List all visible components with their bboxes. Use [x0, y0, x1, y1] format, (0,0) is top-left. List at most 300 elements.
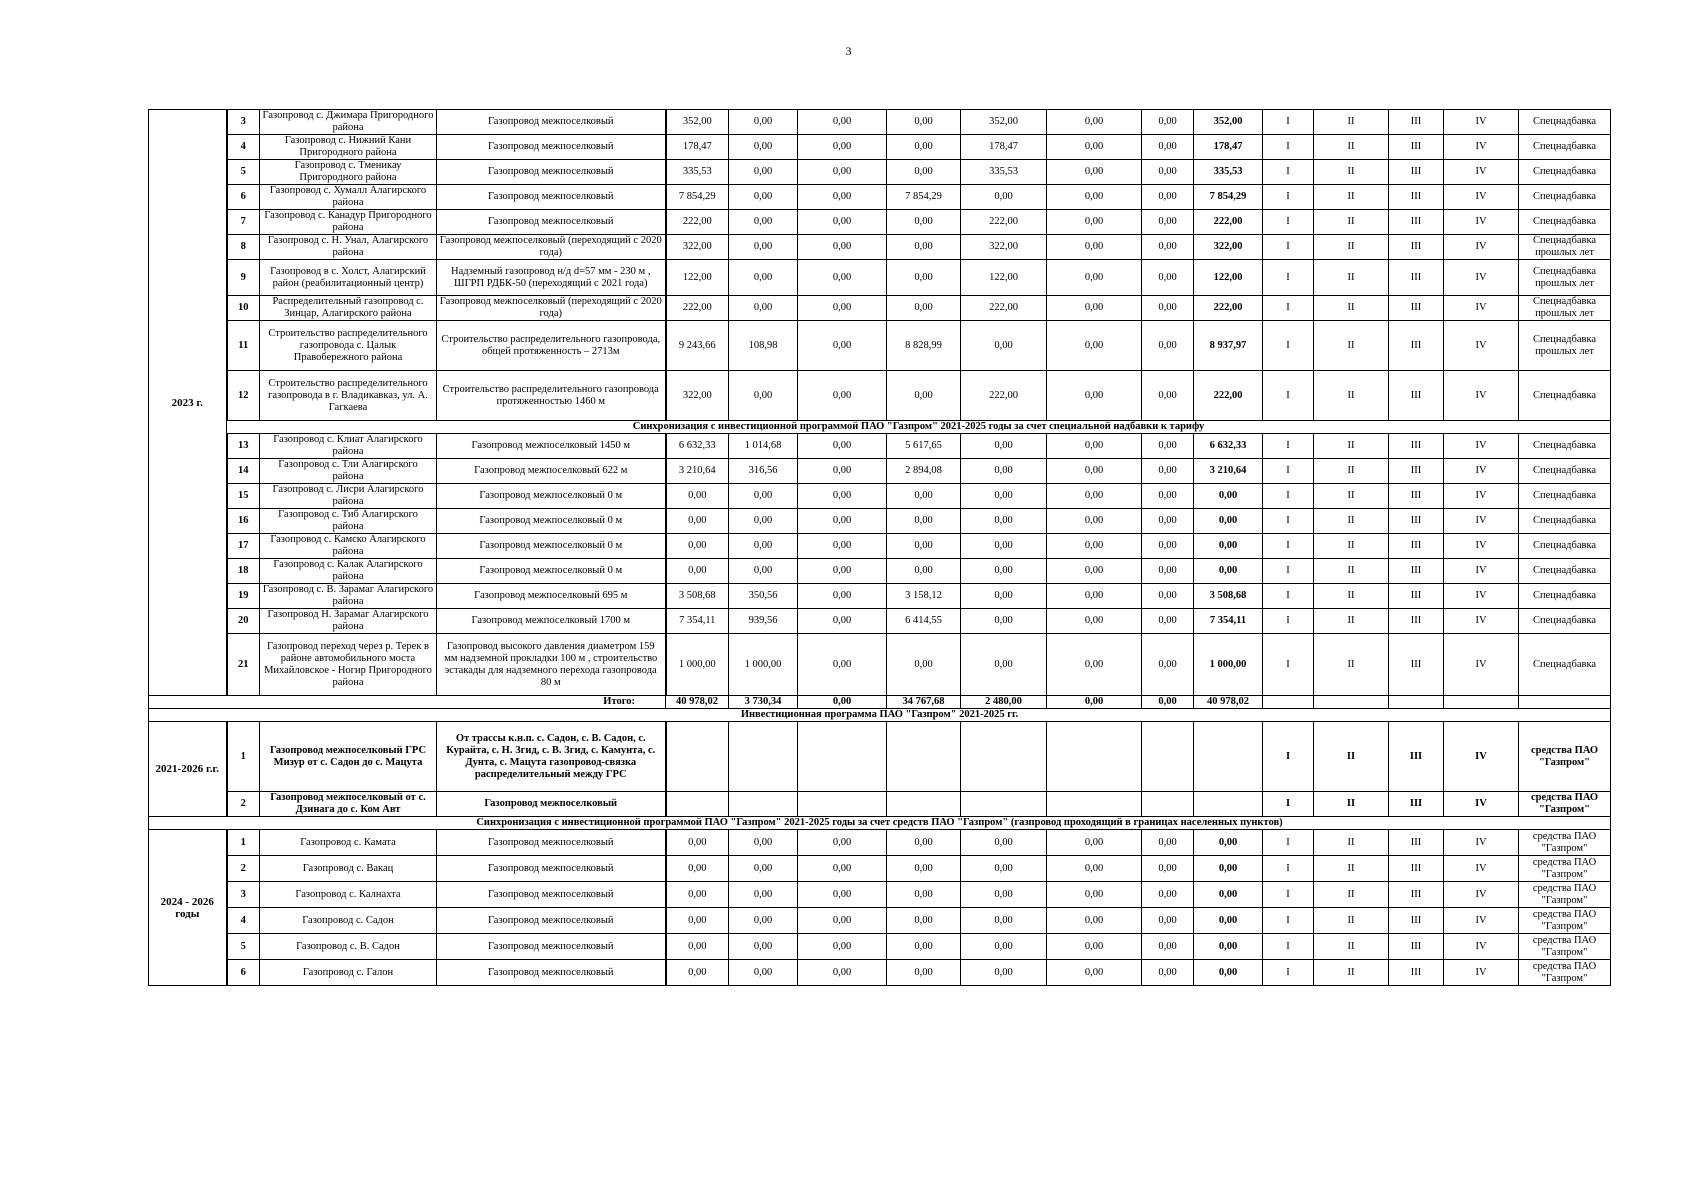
value-v8: 7 854,29 — [1194, 185, 1263, 210]
value-v1: 122,00 — [666, 260, 729, 296]
object-description: Газопровод межпоселковый (переходящий с 2020 года) — [437, 235, 666, 260]
quarter-q2: II — [1314, 434, 1389, 459]
value-v2: 0,00 — [729, 882, 798, 908]
value-v1: 178,47 — [666, 135, 729, 160]
quarter-q2: II — [1314, 534, 1389, 559]
row-number: 7 — [227, 210, 260, 235]
value-v8 — [1194, 792, 1263, 817]
value-v3: 0,00 — [798, 609, 887, 634]
value-v7: 0,00 — [1142, 509, 1194, 534]
value-v8: 0,00 — [1194, 960, 1263, 986]
table-row — [149, 296, 1611, 321]
value-v2: 0,00 — [729, 830, 798, 856]
value-v5 — [961, 792, 1047, 817]
value-v7: 0,00 — [1142, 584, 1194, 609]
value-v5: 0,00 — [961, 434, 1047, 459]
quarter-q4: IV — [1444, 434, 1519, 459]
quarter-q1: I — [1263, 634, 1314, 696]
quarter-q4: IV — [1444, 210, 1519, 235]
quarter-q4: IV — [1444, 260, 1519, 296]
page-number: 3 — [845, 44, 852, 58]
value-v7: 0,00 — [1142, 856, 1194, 882]
value-v2: 350,56 — [729, 584, 798, 609]
object-name: Газопровод с. Тли Алагирского района — [260, 459, 437, 484]
quarter-q3: III — [1389, 534, 1444, 559]
object-name: Газопровод с. Садон — [260, 908, 437, 934]
table-row — [149, 908, 1611, 934]
value-v2: 0,00 — [729, 908, 798, 934]
quarter-q2: II — [1314, 509, 1389, 534]
value-v5: 0,00 — [961, 534, 1047, 559]
value-v1: 0,00 — [666, 509, 729, 534]
value-v5: 0,00 — [961, 856, 1047, 882]
value-v7: 0,00 — [1142, 135, 1194, 160]
table-row — [149, 856, 1611, 882]
value-v6: 0,00 — [1047, 634, 1142, 696]
value-v8: 0,00 — [1194, 856, 1263, 882]
value-v8: 352,00 — [1194, 110, 1263, 135]
table-row — [149, 559, 1611, 584]
quarter-q3: III — [1389, 135, 1444, 160]
value-v2: 0,00 — [729, 934, 798, 960]
section-heading: Синхронизация с инвестиционной программой ПАО "Газпром" 2021-2025 годы за счет средств ПАО "Газпром" (газпровод проходящий в границах населенных пунктов) — [149, 817, 1611, 830]
value-v3: 0,00 — [798, 830, 887, 856]
value-v6: 0,00 — [1047, 934, 1142, 960]
value-v1: 0,00 — [666, 934, 729, 960]
row-number: 13 — [227, 434, 260, 459]
value-v2: 0,00 — [729, 135, 798, 160]
value-v2: 0,00 — [729, 110, 798, 135]
value-v5: 222,00 — [961, 296, 1047, 321]
value-v7: 0,00 — [1142, 110, 1194, 135]
total-v7: 0,00 — [1142, 696, 1194, 709]
object-name: Газопровод с. Камата — [260, 830, 437, 856]
quarter-q2: II — [1314, 160, 1389, 185]
row-number: 2 — [227, 856, 260, 882]
funding-source: Спецнадбавка — [1519, 185, 1611, 210]
quarter-q4: IV — [1444, 160, 1519, 185]
object-name: Строительство распределительного газопровода с. Цалык Правобережного района — [260, 321, 437, 371]
row-number: 3 — [227, 882, 260, 908]
quarter-q4: IV — [1444, 296, 1519, 321]
row-number: 20 — [227, 609, 260, 634]
value-v4: 0,00 — [887, 260, 961, 296]
object-description: Газопровод межпоселковый — [437, 856, 666, 882]
quarter-q4: IV — [1444, 235, 1519, 260]
total-v2: 3 730,34 — [729, 696, 798, 709]
total-v5: 2 480,00 — [961, 696, 1047, 709]
funding-source: Спецнадбавка — [1519, 459, 1611, 484]
quarter-q2: II — [1314, 908, 1389, 934]
value-v2: 1 000,00 — [729, 634, 798, 696]
value-v1: 0,00 — [666, 484, 729, 509]
value-v4: 0,00 — [887, 135, 961, 160]
value-v3: 0,00 — [798, 856, 887, 882]
object-name: Газопровод с. Калнахта — [260, 882, 437, 908]
value-v8: 122,00 — [1194, 260, 1263, 296]
quarter-q4: IV — [1444, 110, 1519, 135]
funding-source: Спецнадбавка — [1519, 534, 1611, 559]
funding-source: средства ПАО "Газпром" — [1519, 882, 1611, 908]
value-v5: 222,00 — [961, 210, 1047, 235]
value-v5: 0,00 — [961, 882, 1047, 908]
value-v1: 7 354,11 — [666, 609, 729, 634]
quarter-q4: IV — [1444, 321, 1519, 371]
quarter-q1: I — [1263, 235, 1314, 260]
quarter-q3: III — [1389, 609, 1444, 634]
quarter-q2: II — [1314, 934, 1389, 960]
value-v5: 0,00 — [961, 509, 1047, 534]
quarter-q3: III — [1389, 296, 1444, 321]
quarter-q4: IV — [1444, 484, 1519, 509]
value-v3: 0,00 — [798, 509, 887, 534]
object-description: Газопровод межпоселковый — [437, 934, 666, 960]
object-description: Газопровод межпоселковый — [437, 882, 666, 908]
investment-table — [148, 109, 1611, 986]
quarter-q3: III — [1389, 321, 1444, 371]
quarter-q4: IV — [1444, 584, 1519, 609]
quarter-q3: III — [1389, 484, 1444, 509]
quarter-q4: IV — [1444, 722, 1519, 792]
value-v4: 0,00 — [887, 934, 961, 960]
value-v5: 0,00 — [961, 459, 1047, 484]
quarter-q2: II — [1314, 235, 1389, 260]
object-name: Газопровод с. Джимара Пригородного района — [260, 110, 437, 135]
value-v1: 9 243,66 — [666, 321, 729, 371]
quarter-q2: II — [1314, 110, 1389, 135]
year-label-2024-2026: 2024 - 2026 годы — [149, 830, 227, 986]
value-v7: 0,00 — [1142, 882, 1194, 908]
table-row — [149, 434, 1611, 459]
object-name: Газопровод с. Камско Алагирского района — [260, 534, 437, 559]
row-number: 16 — [227, 509, 260, 534]
value-v7: 0,00 — [1142, 260, 1194, 296]
value-v5: 0,00 — [961, 321, 1047, 371]
row-number: 8 — [227, 235, 260, 260]
quarter-q3: III — [1389, 960, 1444, 986]
sync-heading-special — [149, 421, 1611, 434]
object-name: Газопровод с. В. Зарамаг Алагирского района — [260, 584, 437, 609]
quarter-q3: III — [1389, 722, 1444, 792]
quarter-q1: I — [1263, 371, 1314, 421]
value-v8: 0,00 — [1194, 559, 1263, 584]
value-v7: 0,00 — [1142, 609, 1194, 634]
object-description: Газопровод межпоселковый — [437, 185, 666, 210]
value-v7: 0,00 — [1142, 534, 1194, 559]
invest-heading — [149, 709, 1611, 722]
value-v5: 0,00 — [961, 960, 1047, 986]
value-v2: 0,00 — [729, 534, 798, 559]
object-description: Газопровод межпоселковый 622 м — [437, 459, 666, 484]
table-row — [149, 235, 1611, 260]
quarter-q1: I — [1263, 185, 1314, 210]
value-v3: 0,00 — [798, 185, 887, 210]
total-empty — [1519, 696, 1611, 709]
value-v4: 0,00 — [887, 634, 961, 696]
value-v5: 0,00 — [961, 559, 1047, 584]
object-name: Газопровод с. Тиб Алагирского района — [260, 509, 437, 534]
quarter-q4: IV — [1444, 459, 1519, 484]
value-v2: 0,00 — [729, 185, 798, 210]
object-description: Газопровод межпоселковый — [437, 110, 666, 135]
quarter-q2: II — [1314, 260, 1389, 296]
value-v1: 222,00 — [666, 296, 729, 321]
value-v3: 0,00 — [798, 110, 887, 135]
object-description: Надземный газопровод н/д d=57 мм - 230 м , ШГРП РДБК-50 (переходящий с 2021 года) — [437, 260, 666, 296]
quarter-q2: II — [1314, 634, 1389, 696]
quarter-q4: IV — [1444, 934, 1519, 960]
table-row — [149, 534, 1611, 559]
quarter-q3: III — [1389, 160, 1444, 185]
value-v2: 0,00 — [729, 235, 798, 260]
value-v3: 0,00 — [798, 434, 887, 459]
object-description: Строительство распределительного газопровода протяженностью 1460 м — [437, 371, 666, 421]
object-name: Газопровод с. Клиат Алагирского района — [260, 434, 437, 459]
object-description: Газопровод межпоселковый — [437, 160, 666, 185]
object-name: Газопровод с. Калак Алагирского района — [260, 559, 437, 584]
quarter-q4: IV — [1444, 371, 1519, 421]
object-description: Газопровод межпоселковый 0 м — [437, 534, 666, 559]
total-empty — [1263, 696, 1314, 709]
quarter-q1: I — [1263, 484, 1314, 509]
value-v6: 0,00 — [1047, 321, 1142, 371]
value-v3: 0,00 — [798, 135, 887, 160]
value-v4: 0,00 — [887, 559, 961, 584]
value-v1: 322,00 — [666, 235, 729, 260]
value-v4: 0,00 — [887, 856, 961, 882]
total-v4: 34 767,68 — [887, 696, 961, 709]
value-v6 — [1047, 792, 1142, 817]
value-v8: 3 508,68 — [1194, 584, 1263, 609]
value-v6: 0,00 — [1047, 235, 1142, 260]
table-row — [149, 634, 1611, 696]
value-v4: 0,00 — [887, 110, 961, 135]
value-v3: 0,00 — [798, 484, 887, 509]
total-empty — [1444, 696, 1519, 709]
value-v8: 0,00 — [1194, 484, 1263, 509]
quarter-q3: III — [1389, 260, 1444, 296]
object-name: Газопровод Н. Зарамаг Алагирского района — [260, 609, 437, 634]
value-v3: 0,00 — [798, 559, 887, 584]
quarter-q1: I — [1263, 584, 1314, 609]
funding-source: Спецнадбавка — [1519, 135, 1611, 160]
quarter-q3: III — [1389, 235, 1444, 260]
quarter-q1: I — [1263, 260, 1314, 296]
value-v4: 5 617,65 — [887, 434, 961, 459]
funding-source: средства ПАО "Газпром" — [1519, 722, 1611, 792]
quarter-q1: I — [1263, 160, 1314, 185]
quarter-q1: I — [1263, 908, 1314, 934]
value-v6 — [1047, 722, 1142, 792]
quarter-q1: I — [1263, 321, 1314, 371]
value-v7: 0,00 — [1142, 908, 1194, 934]
value-v4: 3 158,12 — [887, 584, 961, 609]
value-v8: 222,00 — [1194, 371, 1263, 421]
table-row — [149, 110, 1611, 135]
quarter-q4: IV — [1444, 509, 1519, 534]
value-v4: 0,00 — [887, 509, 961, 534]
object-description: Газопровод межпоселковый — [437, 830, 666, 856]
value-v7: 0,00 — [1142, 434, 1194, 459]
value-v3: 0,00 — [798, 634, 887, 696]
quarter-q2: II — [1314, 830, 1389, 856]
quarter-q3: III — [1389, 584, 1444, 609]
value-v8: 322,00 — [1194, 235, 1263, 260]
value-v1: 222,00 — [666, 210, 729, 235]
value-v6: 0,00 — [1047, 210, 1142, 235]
object-description: Газопровод межпоселковый — [437, 908, 666, 934]
quarter-q2: II — [1314, 210, 1389, 235]
value-v7: 0,00 — [1142, 185, 1194, 210]
funding-source: Спецнадбавка — [1519, 559, 1611, 584]
funding-source: Спецнадбавка — [1519, 434, 1611, 459]
quarter-q2: II — [1314, 609, 1389, 634]
value-v5: 0,00 — [961, 609, 1047, 634]
quarter-q4: IV — [1444, 135, 1519, 160]
object-name: Газопровод межпоселковый ГРС Мизур от с. Садон до с. Мацута — [260, 722, 437, 792]
value-v6: 0,00 — [1047, 260, 1142, 296]
row-number: 11 — [227, 321, 260, 371]
row-number: 18 — [227, 559, 260, 584]
quarter-q2: II — [1314, 882, 1389, 908]
quarter-q2: II — [1314, 792, 1389, 817]
quarter-q3: III — [1389, 371, 1444, 421]
table-row — [149, 509, 1611, 534]
value-v8: 335,53 — [1194, 160, 1263, 185]
quarter-q1: I — [1263, 434, 1314, 459]
value-v7: 0,00 — [1142, 559, 1194, 584]
value-v2: 0,00 — [729, 160, 798, 185]
row-number: 3 — [227, 110, 260, 135]
row-number: 9 — [227, 260, 260, 296]
sync-heading-gazprom — [149, 817, 1611, 830]
funding-source: Спецнадбавка прошлых лет — [1519, 235, 1611, 260]
object-description: Газопровод межпоселковый — [437, 135, 666, 160]
quarter-q4: IV — [1444, 634, 1519, 696]
quarter-q4: IV — [1444, 792, 1519, 817]
value-v7: 0,00 — [1142, 634, 1194, 696]
value-v6: 0,00 — [1047, 110, 1142, 135]
value-v7: 0,00 — [1142, 484, 1194, 509]
value-v6: 0,00 — [1047, 559, 1142, 584]
value-v6: 0,00 — [1047, 135, 1142, 160]
funding-source: средства ПАО "Газпром" — [1519, 830, 1611, 856]
value-v3: 0,00 — [798, 160, 887, 185]
value-v2: 0,00 — [729, 484, 798, 509]
value-v4 — [887, 792, 961, 817]
value-v8: 222,00 — [1194, 210, 1263, 235]
value-v8: 0,00 — [1194, 509, 1263, 534]
quarter-q3: III — [1389, 908, 1444, 934]
year-label-2023: 2023 г. — [149, 110, 227, 696]
value-v5: 335,53 — [961, 160, 1047, 185]
quarter-q3: III — [1389, 830, 1444, 856]
value-v5: 0,00 — [961, 484, 1047, 509]
quarter-q4: IV — [1444, 534, 1519, 559]
row-number: 6 — [227, 960, 260, 986]
value-v4: 0,00 — [887, 960, 961, 986]
value-v3: 0,00 — [798, 371, 887, 421]
table-row — [149, 185, 1611, 210]
quarter-q2: II — [1314, 185, 1389, 210]
value-v5: 0,00 — [961, 634, 1047, 696]
value-v4: 0,00 — [887, 296, 961, 321]
object-name: Газопровод с. В. Садон — [260, 934, 437, 960]
value-v2: 0,00 — [729, 559, 798, 584]
value-v4: 0,00 — [887, 160, 961, 185]
object-name: Газопровод с. Хумалл Алагирского района — [260, 185, 437, 210]
table-row — [149, 722, 1611, 792]
value-v3 — [798, 722, 887, 792]
quarter-q3: III — [1389, 882, 1444, 908]
quarter-q1: I — [1263, 135, 1314, 160]
table-body — [149, 110, 1611, 986]
quarter-q1: I — [1263, 509, 1314, 534]
object-description: Газопровод межпоселковый 695 м — [437, 584, 666, 609]
quarter-q1: I — [1263, 882, 1314, 908]
value-v6: 0,00 — [1047, 609, 1142, 634]
total-row — [149, 696, 1611, 709]
table-row — [149, 792, 1611, 817]
row-number: 21 — [227, 634, 260, 696]
object-description: Газопровод межпоселковый — [437, 210, 666, 235]
value-v8: 0,00 — [1194, 534, 1263, 559]
value-v1: 6 632,33 — [666, 434, 729, 459]
value-v3: 0,00 — [798, 934, 887, 960]
quarter-q4: IV — [1444, 856, 1519, 882]
row-number: 12 — [227, 371, 260, 421]
object-description: Газопровод межпоселковый 0 м — [437, 559, 666, 584]
value-v2: 0,00 — [729, 371, 798, 421]
quarter-q1: I — [1263, 534, 1314, 559]
value-v8: 178,47 — [1194, 135, 1263, 160]
value-v7: 0,00 — [1142, 321, 1194, 371]
value-v6: 0,00 — [1047, 185, 1142, 210]
year-label-2021-2026: 2021-2026 г.г. — [149, 722, 227, 817]
object-name: Строительство распределительного газопровода в г. Владикавказ, ул. А. Гагкаева — [260, 371, 437, 421]
row-number: 10 — [227, 296, 260, 321]
quarter-q2: II — [1314, 459, 1389, 484]
value-v1: 0,00 — [666, 559, 729, 584]
value-v4: 0,00 — [887, 908, 961, 934]
value-v5: 0,00 — [961, 185, 1047, 210]
value-v6: 0,00 — [1047, 960, 1142, 986]
value-v4: 0,00 — [887, 882, 961, 908]
value-v5: 222,00 — [961, 371, 1047, 421]
funding-source: Спецнадбавка — [1519, 110, 1611, 135]
value-v6: 0,00 — [1047, 534, 1142, 559]
value-v8: 6 632,33 — [1194, 434, 1263, 459]
value-v6: 0,00 — [1047, 484, 1142, 509]
total-v8: 40 978,02 — [1194, 696, 1263, 709]
value-v4: 0,00 — [887, 830, 961, 856]
value-v7: 0,00 — [1142, 459, 1194, 484]
value-v6: 0,00 — [1047, 296, 1142, 321]
row-number: 4 — [227, 135, 260, 160]
table-row — [149, 960, 1611, 986]
funding-source: Спецнадбавка — [1519, 634, 1611, 696]
value-v6: 0,00 — [1047, 830, 1142, 856]
value-v5: 322,00 — [961, 235, 1047, 260]
value-v5 — [961, 722, 1047, 792]
value-v4: 6 414,55 — [887, 609, 961, 634]
value-v5: 0,00 — [961, 908, 1047, 934]
funding-source: Спецнадбавка — [1519, 371, 1611, 421]
value-v7: 0,00 — [1142, 371, 1194, 421]
quarter-q2: II — [1314, 856, 1389, 882]
value-v6: 0,00 — [1047, 584, 1142, 609]
table-row — [149, 260, 1611, 296]
